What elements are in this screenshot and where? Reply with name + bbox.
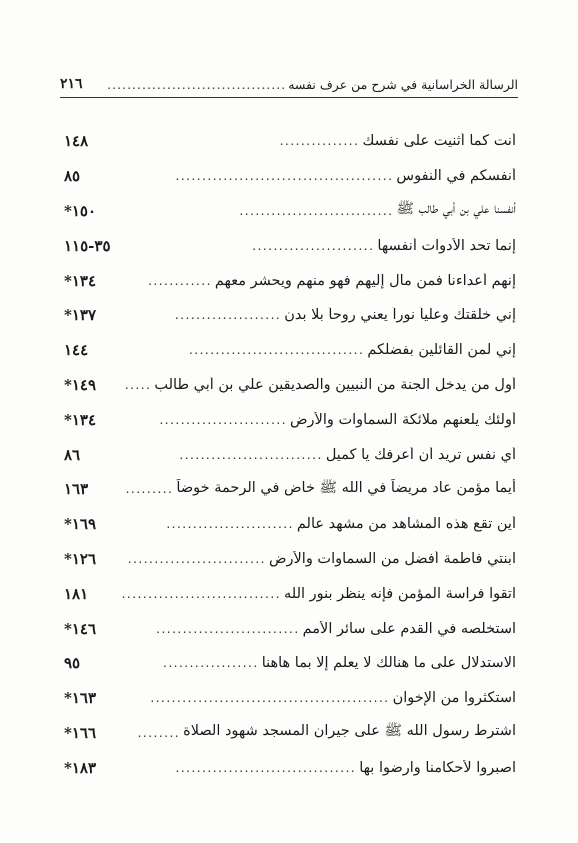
dot-leader: ........................ (166, 517, 294, 532)
index-entry (64, 542, 516, 577)
entry-page-ref: ١٨٣* (64, 758, 97, 777)
running-header (60, 74, 518, 94)
entry-page-ref: ١٥٠* (64, 201, 97, 220)
entry-text: أي نفس تريد أن أعرفك يا كميل (325, 446, 516, 463)
dot-leader: .......................... (127, 551, 266, 566)
dot-leader: ................................. (188, 343, 365, 358)
index-entry (64, 124, 516, 159)
entry-page-ref: ١٦٩* (64, 515, 97, 534)
index-entry (64, 194, 516, 229)
index-entry (64, 263, 516, 298)
entry-page-ref: ١٤٤ (64, 341, 89, 360)
entry-text: اتقوا فراسة المؤمن فإنه ينظر بنور الله (284, 585, 516, 602)
dot-leader: .................. (163, 656, 259, 671)
entry-text: اشترط رسول الله ﷺ على جيران المسجد شهود الصلاة (183, 723, 516, 740)
entry-text: أين تقع هذه المشاهد من مشهد عالم (296, 516, 516, 533)
index-entry (64, 333, 516, 368)
dot-leader: ........ (137, 725, 181, 740)
dot-leader: ............ (148, 273, 212, 288)
dot-leader: .................... (174, 308, 282, 323)
index-entry (64, 402, 516, 437)
dot-leader: ............................. (239, 203, 394, 218)
index-entry (64, 716, 516, 751)
header-title: الرسالة الخراسانية في شرح من عرف نفسه (288, 76, 518, 92)
entry-page-ref: ١٤٩* (64, 375, 97, 394)
index-entries (64, 124, 516, 785)
entry-page-ref: ٨٥ (64, 167, 81, 186)
entry-text: أيما مؤمن عاد مريضاً في الله ﷺ خاض في الرحمة خوضاً (176, 479, 516, 496)
entry-text: اصبروا لأحكامنا وارضوا بها (359, 759, 516, 776)
entry-page-ref: ١٤٨ (64, 132, 89, 151)
index-entry (64, 159, 516, 194)
index-entry (64, 507, 516, 542)
dot-leader: ....................... (252, 238, 375, 253)
entry-text: أنفسكم في النفوس (396, 168, 516, 185)
entry-page-ref: ٩٥ (64, 654, 81, 673)
index-entry (64, 576, 516, 611)
entry-page-ref: ١٤٦* (64, 619, 97, 638)
dot-leader: ......... (125, 482, 174, 497)
header-rule (60, 97, 518, 98)
index-entry (64, 611, 516, 646)
dot-leader: ..... (124, 377, 152, 392)
entry-page-ref: ١٣٤* (64, 410, 97, 429)
entry-text: أنفسنا علي بن أبي طالب ﷺ (396, 201, 516, 218)
entry-text: أول من يدخل الجنة من النبيين والصديقين علي بن أبي طالب (154, 376, 516, 393)
dot-leader: ......................................... (175, 169, 394, 184)
entry-page-ref: ٣٥-١١٥ (64, 236, 111, 255)
entry-text: استكثروا من الإخوان (392, 690, 516, 707)
dot-leader: ............................................. (150, 691, 390, 706)
dot-leader: .................................. (175, 760, 357, 775)
entry-page-ref: ١٣٤* (64, 271, 97, 290)
index-entry (64, 368, 516, 403)
entry-text: إنما تحد الأدوات أنفسها (377, 237, 516, 254)
entry-text: إني لمن القائلين بفضلكم (367, 342, 516, 359)
index-entry (64, 437, 516, 472)
dot-leader: ........................... (179, 447, 323, 462)
entry-page-ref: ١٣٧* (64, 306, 97, 325)
index-entry (64, 681, 516, 716)
entry-text: إني خلقتك وعلياً نوراً يعني روحاً بلا بدن (284, 307, 516, 324)
index-entry (64, 298, 516, 333)
dot-leader: .............................. (121, 586, 282, 601)
index-entry (64, 646, 516, 681)
index-entry (64, 472, 516, 507)
entry-text: الاستدلال على ما هنالك لا يعلم إلا بما هاهنا (261, 655, 516, 672)
page-number: ٢١٦ (60, 76, 83, 92)
dot-leader: ............... (279, 134, 360, 149)
index-entry (64, 228, 516, 263)
header-dot-leader: .................................... (107, 76, 287, 92)
entry-text: ابنتي فاطمة أفضل من السماوات والأرض (268, 550, 516, 567)
entry-text: إنهم أعداءنا فمن مال إليهم فهو منهم ويحشر معهم (214, 272, 516, 289)
entry-text: أنت كما أثنيت على نفسك (362, 133, 516, 150)
index-entry (64, 750, 516, 785)
entry-page-ref: ١٦٣ (64, 480, 89, 499)
entry-page-ref: ١٦٦* (64, 723, 97, 742)
entry-page-ref: ٨٦ (64, 445, 81, 464)
entry-text: أولئك يلعنهم ملائكة السماوات والأرض (290, 411, 516, 428)
entry-text: استخلصه في القدم على سائر الأمم (302, 620, 516, 637)
dot-leader: ........................ (159, 412, 288, 427)
entry-page-ref: ١٦٣* (64, 689, 97, 708)
entry-page-ref: ١٢٦* (64, 549, 97, 568)
entry-page-ref: ١٨١ (64, 584, 89, 603)
dot-leader: ........................... (156, 621, 300, 636)
